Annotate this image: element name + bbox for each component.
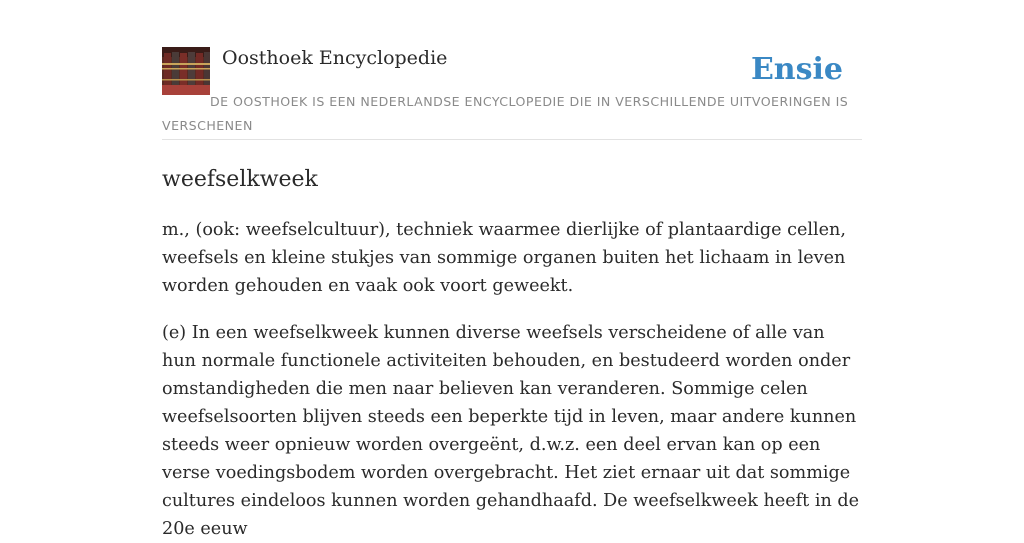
brand-logo[interactable]: Ensie [750, 52, 843, 87]
entry-paragraph: m., (ook: weefselcultuur), techniek waarmee dierlijke of plantaardige cellen, weefsels en kleine stukjes van sommige organen buiten het lichaam in leven worden gehouden en vaak ook voort geweekt. [162, 220, 846, 296]
site-header [162, 46, 862, 140]
entry-title: weefselkweek [162, 167, 318, 192]
site-tagline: DE OOSTHOEK IS EEN NEDERLANDSE ENCYCLOPEDIE DIE IN VERSCHILLENDE UITVOERINGEN IS VERSCHENEN [162, 94, 849, 133]
site-name[interactable]: Oosthoek Encyclopedie [222, 47, 448, 69]
content-container [162, 46, 862, 543]
avatar[interactable] [162, 47, 210, 95]
entry-paragraph: (e) In een weefselkweek kunnen diverse weefsels verscheidene of alle van hun normale functionele activiteiten behouden, en bestudeerd worden onder omstandigheden die men naar believen kan veranderen. Sommige celen weefselsoorten blijven steeds een beperkte tijd in leven, maar andere kunnen steeds weer opnieuw worden overgeënt, d.w.z. een deel ervan kan op een verse voedingsbodem worden overgebracht. Het ziet ernaar uit dat sommige cultures eindeloos kunnen worden gehandhaafd. De weefselkweek heeft in de 20e eeuw [162, 323, 860, 539]
encyclopedia-books-icon [162, 47, 210, 95]
